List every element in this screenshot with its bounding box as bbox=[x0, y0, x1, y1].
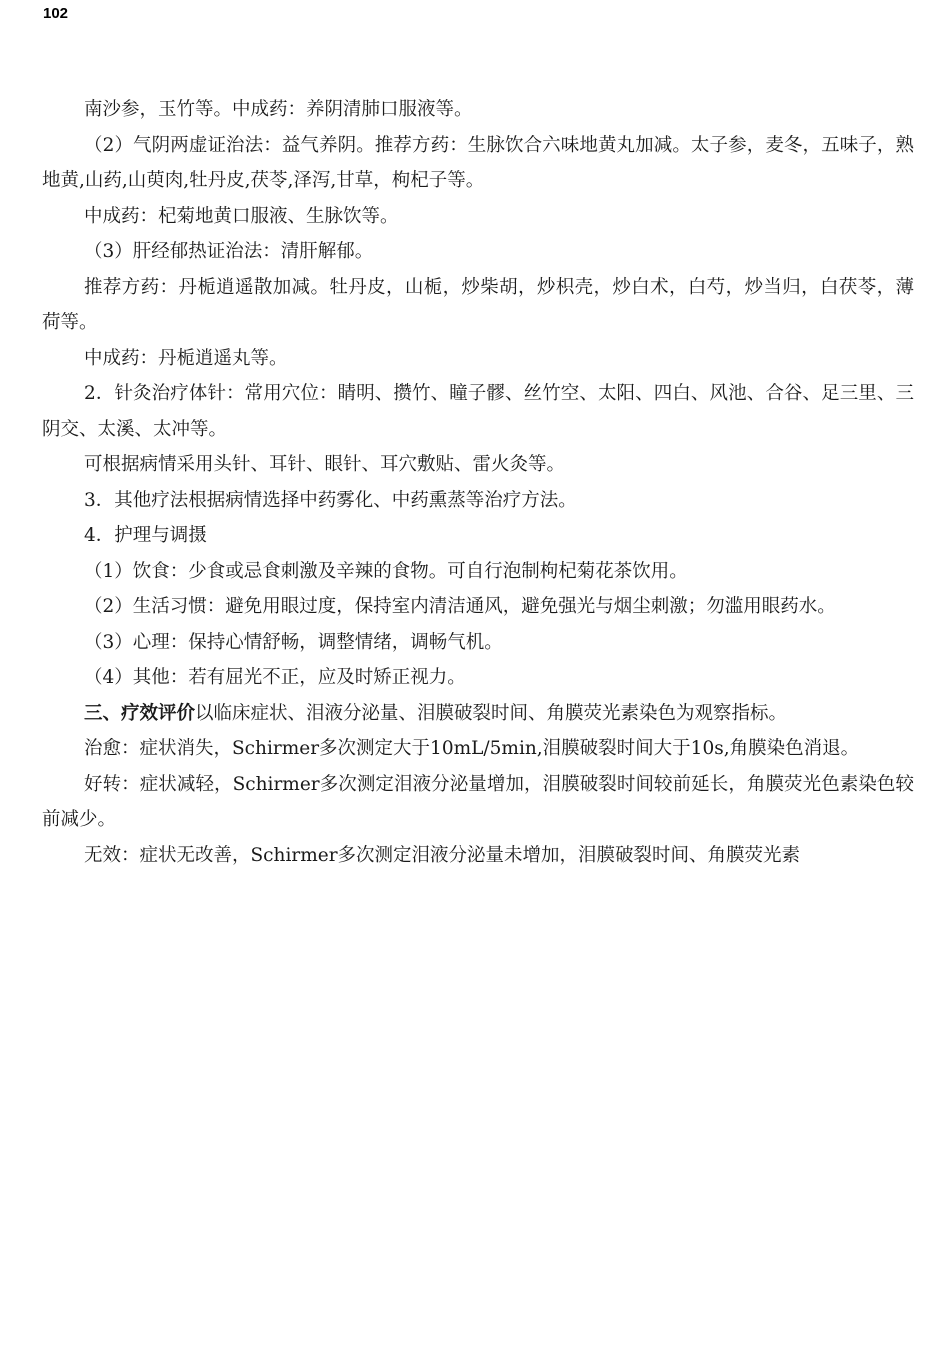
section-heading bbox=[42, 518, 914, 554]
paragraph-text: 中成药：杞菊地黄口服液、生脉饮等。 bbox=[84, 205, 399, 227]
paragraph bbox=[42, 554, 914, 590]
paragraph bbox=[42, 625, 914, 661]
paragraph-text: （3）心理：保持心情舒畅，调整情绪，调畅气机。 bbox=[84, 631, 503, 653]
paragraph bbox=[42, 589, 914, 625]
paragraph bbox=[42, 128, 914, 199]
paragraph-text: 以临床症状、泪液分泌量、泪膜破裂时间、角膜荧光素染色为观察指标。 bbox=[195, 702, 788, 724]
paragraph-text: （2）生活习惯：避免用眼过度，保持室内清洁通风，避免强光与烟尘刺激；勿滥用眼药水。 bbox=[84, 596, 836, 617]
paragraph-text: 2．针灸治疗体针：常用穴位：睛明、攒竹、瞳子髎、丝竹空、太阳、四白、风池、合谷、足三里、三阴交、太溪、太冲等。 bbox=[42, 383, 914, 440]
paragraph bbox=[42, 199, 914, 235]
paragraph bbox=[42, 270, 914, 341]
paragraph bbox=[42, 838, 914, 874]
paragraph bbox=[42, 696, 914, 732]
paragraph bbox=[42, 376, 914, 447]
paragraph-text: （4）其他：若有屈光不正，应及时矫正视力。 bbox=[84, 667, 466, 688]
paragraph-text: （2）气阴两虚证治法：益气养阴。推荐方药：生脉饮合六味地黄丸加减。太子参，麦冬，五味子，熟地黄,山药,山萸肉,牡丹皮,茯苓,泽泻,甘草，枸杞子等。 bbox=[42, 134, 914, 191]
paragraph-text: 好转：症状减轻，Schirmer多次测定泪液分泌量增加，泪膜破裂时间较前延长，角膜荧光色素染色较前减少。 bbox=[42, 773, 914, 830]
paragraph-text: 无效：症状无改善，Schirmer多次测定泪液分泌量未增加，泪膜破裂时间、角膜荧光素 bbox=[84, 844, 801, 866]
paragraph bbox=[42, 92, 914, 128]
document-body bbox=[42, 92, 914, 873]
paragraph-text: 治愈：症状消失，Schirmer多次测定大于10mL/5min,泪膜破裂时间大于10s,角膜染色消退。 bbox=[84, 738, 860, 759]
paragraph-text: （3）肝经郁热证治法：清肝解郁。 bbox=[84, 241, 374, 262]
page-number: 102 bbox=[43, 5, 69, 22]
paragraph-text: 南沙参，玉竹等。中成药：养阴清肺口服液等。 bbox=[84, 99, 473, 120]
paragraph bbox=[42, 234, 914, 270]
paragraph bbox=[42, 447, 914, 483]
paragraph-text: 4．护理与调摄 bbox=[84, 525, 207, 546]
paragraph bbox=[42, 341, 914, 377]
paragraph-text: 可根据病情采用头针、耳针、眼针、耳穴敷贴、雷火灸等。 bbox=[84, 454, 566, 475]
paragraph-text: 3．其他疗法根据病情选择中药雾化、中药熏蒸等治疗方法。 bbox=[84, 489, 577, 511]
paragraph bbox=[42, 767, 914, 838]
paragraph bbox=[42, 731, 914, 767]
paragraph-text: 推荐方药：丹栀逍遥散加减。牡丹皮，山栀，炒柴胡，炒枳壳，炒白术，白芍，炒当归，白茯苓，薄荷等。 bbox=[42, 276, 914, 333]
section-heading-lead: 三、疗效评价 bbox=[84, 702, 196, 724]
paragraph-text: （1）饮食：少食或忌食刺激及辛辣的食物。可自行泡制枸杞菊花茶饮用。 bbox=[84, 560, 688, 582]
paragraph-text: 中成药：丹栀逍遥丸等。 bbox=[84, 347, 288, 369]
paragraph bbox=[42, 660, 914, 696]
paragraph bbox=[42, 483, 914, 519]
